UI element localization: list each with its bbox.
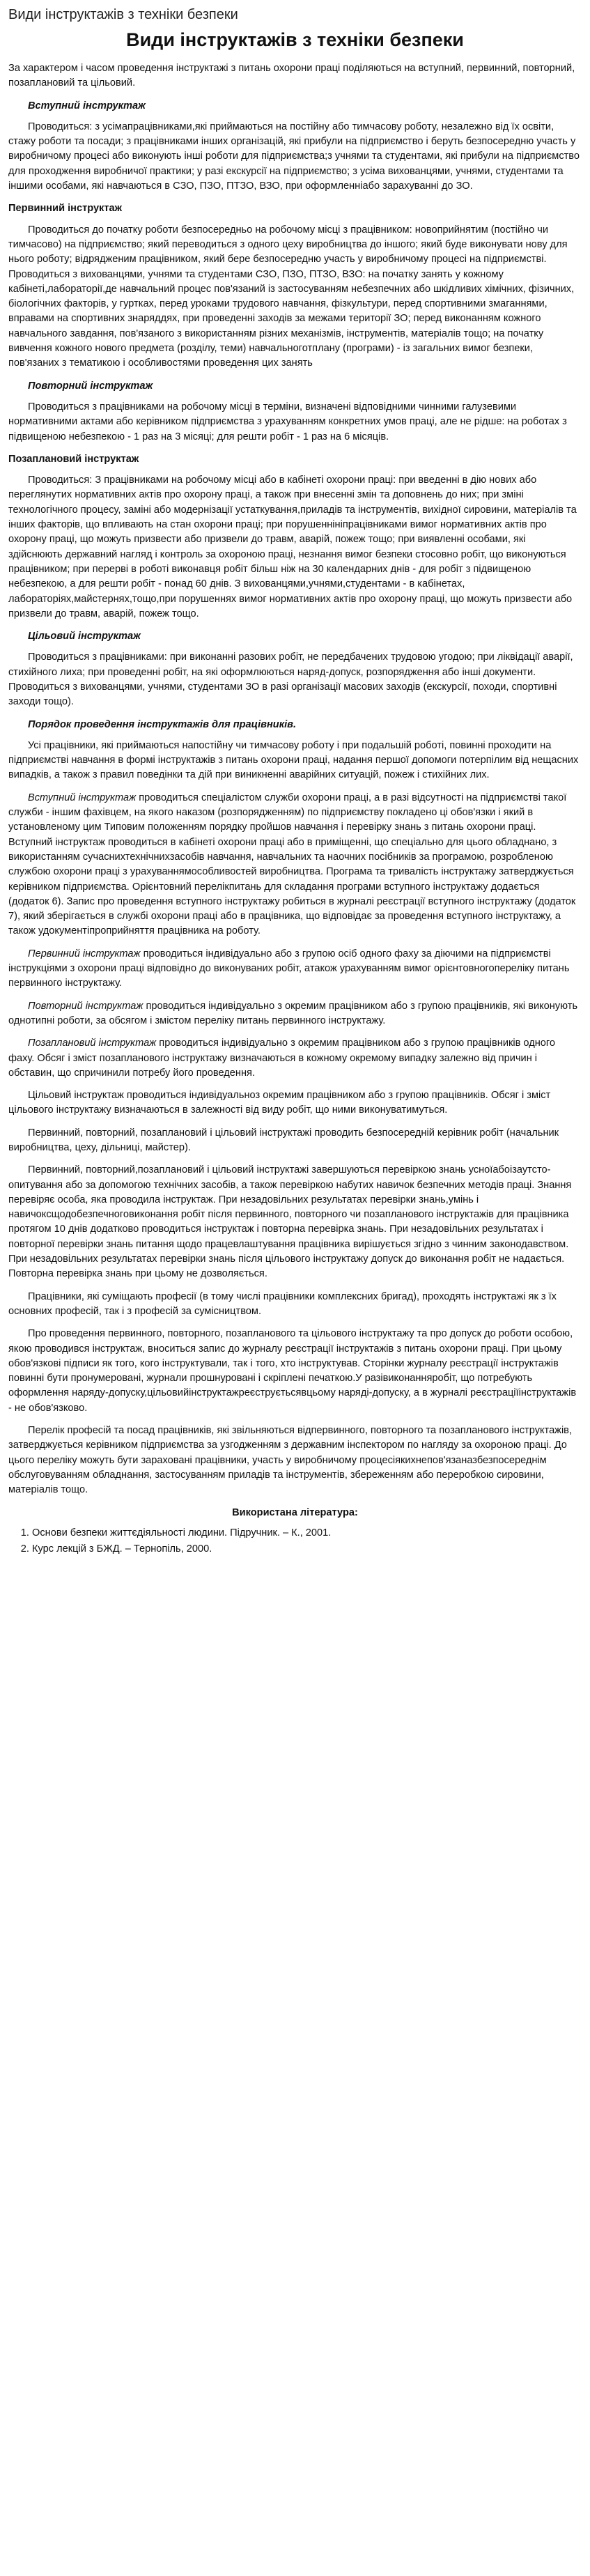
page-title: Види інструктажів з техніки безпеки: [8, 7, 238, 22]
section-text-pervynnyi: Проводиться до початку роботи безпосередньо на робочому місці з працівником: новоприйнятим (постійно чи тимчасово) на підприємство; який переводиться з одного цеху виробництва до іншого; який буде виконувати нову для нього роботу; відрядженим працівником, який бере безпосередню участь у виробничому процесі на підприємстві. Проводиться з вихованцями, учнями та студентами СЗО, ПЗО, ПТЗО, ВЗО: на початку занять у кожному кабінеті,лабораторії,де навчальний процес пов'язаний із застосуванням небезпечних або шкідливих хімічних, фізичних, біологічних факторів, у гуртках, перед уроками трудового навчання, фізкультури, перед спортивними змаганнями, вправами на спортивних знаряддях, при проведенні заходів за межами території ЗО; перед виконанням кожного навчального завдання, пов'язаного з використанням різних механізмів, інструментів, матеріалів тощо; на початку вивчення кожного нового предмета (розділу, теми) навчальноготплану (програми) - із загальних вимог безпеки, пов'язаних з тематикою і особливостями проведення цих занять: [8, 224, 575, 369]
references-title: Використана література:: [232, 1506, 358, 1518]
term-pozaplanovyi: Позаплановий інструктаж: [28, 1038, 157, 1049]
section-text-tsilovyi: Проводиться з працівниками: при виконанні разових робіт, не передбачених трудовою угодою; при ліквідації аварії, стихійного лиха; при проведенні робіт, на які оформлюються наряд-допуск, розпорядження або інші документи. Проводиться з вихованцями, учнями, студентами ЗО в разі організації масових заходів (екскурсії, походи, спортивні заходи тощо).: [8, 651, 573, 708]
document-heading: Види інструктажів з техніки безпеки: [126, 29, 464, 50]
poriadok-paragraph-6: Цільовий інструктаж проводиться індивідуальноз окремим працівником або з групою працівників. Обсяг і зміст цільового інструктажу визначаються в залежності від виду робіт, що ними виконуватимуться.: [8, 1090, 551, 1116]
section-text-pozaplanovyi: Проводиться: З працівниками на робочому місці або в кабінеті охорони праці: при введенні в дію нових або переглянутих нормативних актів про охорону праці, а також при внесенні змін та доповнень до них; при зміні технологічного процесу, заміні або модернізації устаткування,приладів та інструментів, вихідної сировини, матеріалів та інших факторів, що впливають на стан охорони праці; при порушеннініпрацівниками вимог нормативних актів про охорону праці, що можуть призвести або призвели до травм, аварій, пожеж тощо; при виявленні особами, які здійснюють державний нагляд і контроль за охороною праці, незнання вимог безпеки стосовно робіт, що виконуються працівником; при перерві в роботі виконавця робіт більш ніж на 30 календарних днів - для робіт з підвищеною небезпекою, а для решти робіт - понад 60 днів. З вихованцями,учнями,студентами - в кабінетах, лабораторіях,майстернях,тощо,при порушеннях вимог нормативних актів про охорону праці, що можуть призвести або призвели до травм, аварій, пожеж тощо.: [8, 475, 577, 619]
term-vstupnyi: Вступний інструктаж: [28, 792, 137, 803]
section-title-tsilovyi: Цільовий інструктаж: [28, 631, 141, 642]
poriadok-paragraph-8: Первинний, повторний,позаплановий і цільовий інструктажі завершуються перевіркою знань усноїабоізаутсто-опитування або за допомогою технічних засобів, а також перевіркою набутих навичок безпечних методів праці. Знання перевіряє особа, яка проводила інструктаж. При незадовільних результатах перевірки знань,умінь і навичоксщодобезпечноговиконання робіт після первинного, повторного чи позапланового інструктажів для працівника протягом 10 днів додатково проводиться інструктаж і повторна перевірка знань. При незадовільних результатах і повторної перевірки знань питання щодо працевлаштування працівника вирішується згідно з чинним законодавством. При незадовільних результатах перевірки знань після цільового інструктажу допуск до виконання робіт не надається. Повторна перевірка знань при цьому не дозволяється.: [8, 1164, 572, 1280]
section-title-pervynnyi: Первинний інструктаж: [8, 203, 122, 215]
poriadok-paragraph-4: [8, 999, 582, 1029]
section-title-pozaplanovyi: Позаплановий інструктаж: [8, 453, 139, 465]
poriadok-paragraph-5: [8, 1036, 582, 1081]
section-title-vstupnyi: Вступний інструктаж: [28, 100, 146, 111]
reference-item: 2. Курс лекцій з БЖД. – Тернопіль, 2000.: [32, 1542, 582, 1557]
poriadok-paragraph-5-text: проводиться індивідуально з окремим працівником або з групою працівників одного фаху. Обсяг і зміст позапланового інструктажу визначаються в кожному окремому випадку залежно від причин і обставин, що спричинили потребу його проведення.: [8, 1038, 556, 1079]
term-pervynnyi: Первинний інструктаж: [28, 948, 141, 959]
poriadok-paragraph-2: [8, 791, 582, 939]
poriadok-paragraph-11: Перелік професій та посад працівників, які звільняються відпервинного, повторного та позапланового інструктажів, затверджується керівником підприємства за узгодженням з державним інспектором по нагляду за охороною праці. До цього переліку можуть бути зараховані працівники, участь у виробничому процесіякихнепов'язаназбезпосереднім обслуговуванням обладнання, застосуванням приладів та інструментів, збереженням або переробкою сировини, матеріалів тощо.: [8, 1425, 572, 1496]
poriadok-paragraph-3: [8, 947, 582, 992]
poriadok-paragraph-2-text: проводиться спеціалістом служби охорони праці, а в разі відсутності на підприємстві такої служби - іншим фахівцем, на якого наказом (розпорядженням) по підприємству покладено ці обов'язки і який в установленому цим Типовим положенням порядку пройшов навчання і перевірку знань з питань охорони праці. Вступний інструктаж проводиться в кабінеті охорони праці або в приміщенні, що спеціально для цього обладнано, з використанням сучаснихтехнічнихзасобів навчання, навчальних та наочних посібників за програмою, розробленою службою охорони праці з урахуваннямособливостей виробництва. Програма та тривалість інструктажу затверджується керівником підприємства. Орієнтовний перелікпитань для складання програми вступного інструктажу додається (додаток 6). Запис про проведення вступного інструктажу робиться в журналі реєстрації вступного інструктажу (додаток 7), який зберігається в службі охорони праці або в працівника, що відповідає за проведення вступного інструктажу, а також удокументіпроприйняття працівника на роботу.: [8, 792, 576, 937]
poriadok-paragraph-1: Усі працівники, які приймаються напостійну чи тимчасову роботу і при подальшій роботі, повинні проходити на підприємстві навчання в формі інструктажів з питань охорони праці, надання першої допомоги потерпілим від нещасних випадків, а також з правил поведінки та дій при виникненні аварійних ситуацій, пожеж і стихійних лих.: [8, 739, 579, 781]
section-title-poriadok: Порядок проведення інструктажів для працівників.: [28, 718, 297, 730]
intro-paragraph: За характером і часом проведення інструктажі з питань охорони праці поділяються на вступний, первинний, повторний, позаплановий та цільовий.: [8, 63, 575, 89]
section-title-povtornyi: Повторний інструктаж: [28, 380, 153, 392]
poriadok-paragraph-7: Первинний, повторний, позаплановий і цільовий інструктажі проводить безпосередній керівник робіт (начальник виробництва, цеху, дільниці, майстер).: [8, 1127, 559, 1153]
term-povtornyi: Повторний інструктаж: [28, 1000, 143, 1012]
poriadok-paragraph-4-text: проводиться індивідуально з окремим працівником або з групою працівників, які виконують однотипні роботи, за обсягом і змістом переліку питань первинного інструктажу.: [8, 1000, 578, 1026]
references-list: [8, 1526, 582, 1557]
section-text-povtornyi: Проводиться з працівниками на робочому місці в терміни, визначені відповідними чинними галузевими нормативними актами або керівником підприємства з урахуванням конкретних умов праці, але не рідше: на роботах з підвищеною небезпекою - 1 раз на 3 місяці; для решти робіт - 1 раз на 6 місяців.: [8, 401, 567, 442]
section-text-vstupnyi: Проводиться: з усімапрацівниками,які приймаються на постійну або тимчасову роботу, незалежно від їх освіти, стажу роботи та посади; з працівниками інших організацій, які прибули на підприємство і беруть безпосередню участь у виробничому процесі або виконують інші роботи для підприємства;з учнями та студентами, які прибули на підприємство для проходження виробничої практики; у разі екскурсії на підприємство; з усіма вихованцями, учнями, студентами та іншими особами, які навчаються в СЗО, ПЗО, ПТЗО, ВЗО, при оформленніабо зарахуванні до ЗО.: [8, 121, 580, 192]
poriadok-paragraph-10: Про проведення первинного, повторного, позапланового та цільового інструктажу та про допуск до роботи особою, якою проводився інструктаж, вноситься запис до журналу реєстрації інструктажів з питань охорони праці. При цьому обов'язкові підписи як того, кого інструктували, так і того, хто інструктував. Сторінки журналу реєстрації інструктажів повинні бути пронумеровані, журнали прошнуровані і скріплені печаткою.У разівиконанняробіт, що потребують оформлення наряду-допуску,цільовийінструктажреєструєтьсявцьому наряді-допуску, а в журналі реєстраціїінструктажів - не обов'язково.: [8, 1328, 577, 1414]
reference-item: 1. Основи безпеки життєдіяльності людини. Підручник. – К., 2001.: [32, 1526, 582, 1541]
poriadok-paragraph-3-text: проводиться індивідуально або з групою осіб одного фаху за діючими на підприємстві інструкціями з охорони праці відповідно до виконуваних робіт, атакож урахуванням вимог орієнтовногопереліку питань первинного інструктажу.: [8, 948, 570, 989]
poriadok-paragraph-9: Працівники, які суміщають професії (в тому числі працівники комплексних бригад), проходять інструктажі як з їх основних професій, так і з професій за сумісництвом.: [8, 1290, 557, 1317]
